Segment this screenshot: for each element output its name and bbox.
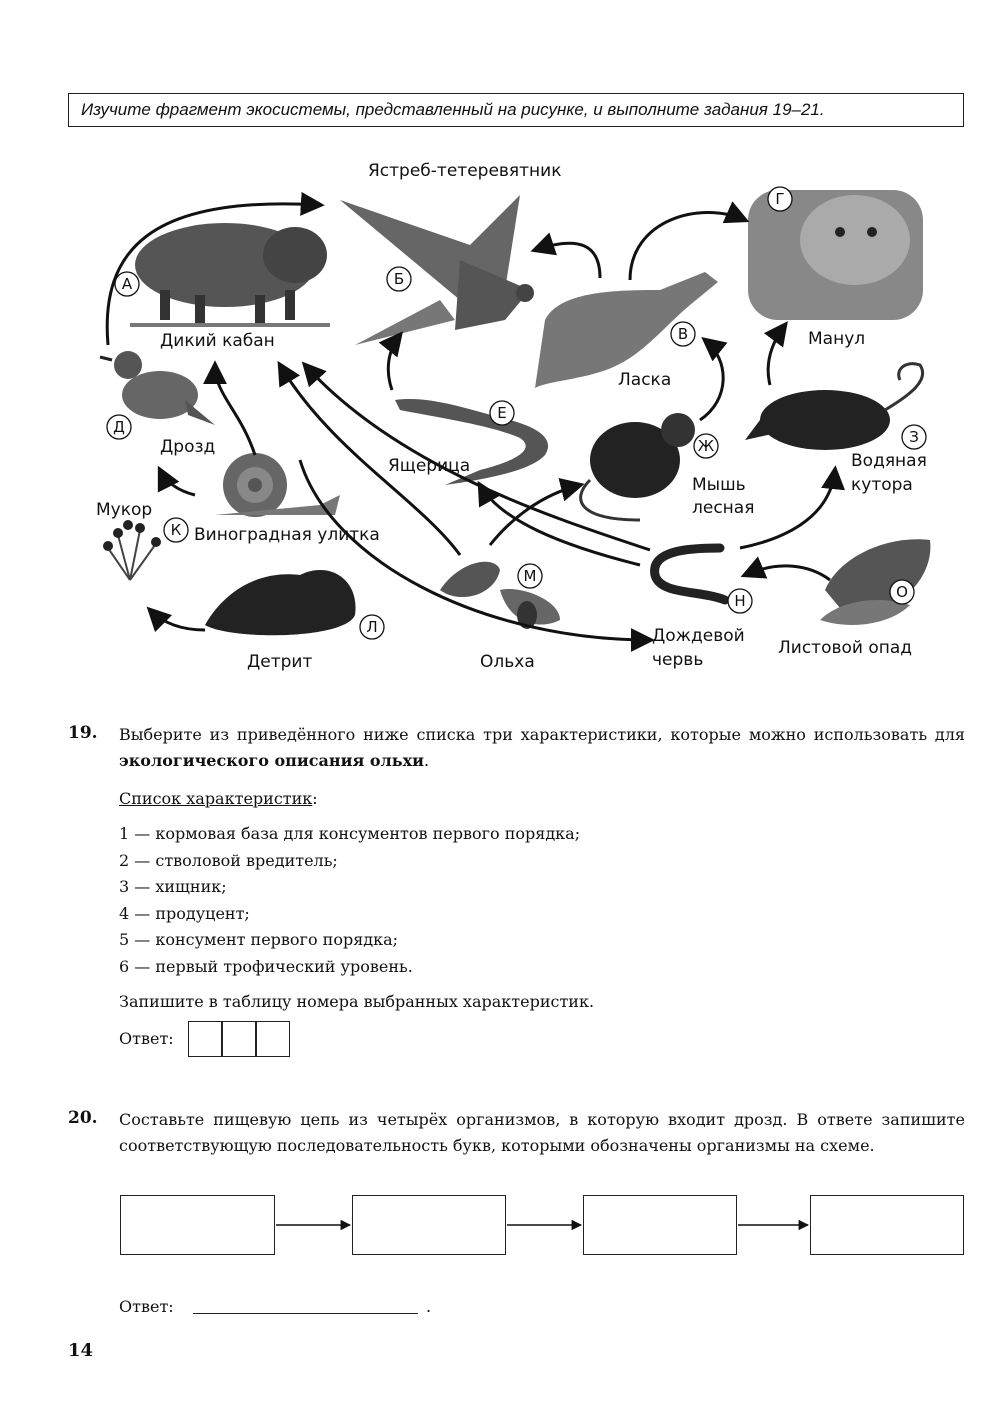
list-item: 3 — хищник; — [119, 877, 227, 896]
q19-answer-cell-1[interactable] — [188, 1021, 222, 1057]
boar-picture — [130, 223, 330, 325]
earthworm-picture — [655, 548, 725, 600]
chain-arrows — [0, 1215, 1000, 1235]
list-item: 6 — первый трофический уровень. — [119, 956, 413, 976]
arrow-litter-worm — [745, 566, 830, 580]
list-item: 4 — продуцент; — [119, 903, 250, 923]
label-weasel: Ласка — [618, 370, 672, 390]
ecosystem-diagram — [0, 150, 1000, 680]
q19-list-title-colon: : — [312, 789, 318, 808]
q19-answer-label: Ответ: — [119, 1029, 174, 1048]
label-shrew-line2: кутора — [851, 475, 913, 495]
letter-ZH: Ж — [697, 437, 715, 455]
hawk-picture — [340, 195, 534, 345]
letter-Z: З — [909, 428, 919, 446]
q19-list — [119, 821, 580, 980]
label-hawk: Ястреб-тетеревятник — [368, 161, 562, 181]
arrow-snail-boar — [215, 365, 255, 455]
letter-N: Н — [734, 592, 746, 610]
letter-B: Б — [393, 270, 405, 288]
label-mouse-line2: лесная — [692, 498, 755, 518]
arrow-detritus-mucor — [150, 610, 205, 630]
arrow-weasel-manul — [630, 213, 745, 281]
list-item: 5 — консумент первого порядка; — [119, 930, 399, 949]
page-number: 14 — [68, 1340, 94, 1361]
q19-text-after: . — [424, 751, 430, 770]
arrow-alder-mouse — [490, 485, 580, 545]
arrow-weasel-hawk — [535, 243, 600, 278]
arrow-lizard-hawk — [388, 335, 400, 390]
label-worm-line1: Дождевой — [652, 626, 745, 646]
arrow-mouse-weasel — [700, 340, 723, 420]
label-boar: Дикий кабан — [160, 331, 275, 351]
q19-number: 19. — [68, 723, 98, 743]
q20-answer-line[interactable] — [193, 1313, 418, 1314]
letter-O: О — [896, 583, 908, 601]
letter-E: Е — [497, 404, 507, 422]
q19-text-before: Выберите из приведённого ниже списка три характеристики, которые можно использовать для — [119, 725, 965, 744]
letter-M: М — [523, 567, 537, 585]
letter-A: А — [121, 275, 133, 293]
q19-text-bold: экологического описания ольхи — [119, 751, 425, 770]
leaf-litter-picture — [820, 539, 930, 625]
label-worm-line2: червь — [652, 650, 704, 670]
q20-answer-end: . — [426, 1297, 432, 1316]
instruction-box — [68, 93, 964, 127]
instruction-text: Изучите фрагмент экосистемы, представленный на рисунке, и выполните задания 19–21. — [81, 100, 825, 119]
q19-answer-cell-2[interactable] — [222, 1021, 256, 1057]
mucor-picture — [103, 520, 161, 580]
q19-list-title-text: Список характеристик — [119, 789, 313, 808]
q20-answer-label: Ответ: — [119, 1297, 174, 1316]
label-mouse-line1: Мышь — [692, 475, 746, 495]
thrush-picture — [100, 351, 215, 425]
letter-V: В — [677, 325, 689, 343]
label-shrew-line1: Водяная — [851, 451, 927, 471]
q19-list-title — [119, 786, 318, 813]
mouse-picture — [581, 413, 695, 520]
snail-picture — [215, 453, 340, 517]
label-manul: Манул — [808, 329, 866, 349]
label-litter: Листовой опад — [778, 638, 913, 658]
label-alder: Ольха — [480, 652, 535, 672]
q19-answer-table — [188, 1021, 292, 1057]
q19-text — [119, 722, 965, 774]
list-item: 2 — стволовой вредитель; — [119, 850, 338, 870]
label-mucor: Мукор — [96, 500, 153, 520]
q20-number: 20. — [68, 1108, 98, 1128]
letter-G: Г — [775, 190, 785, 208]
letter-K: К — [170, 521, 182, 539]
letter-L: Л — [366, 618, 378, 636]
label-thrush: Дрозд — [160, 437, 216, 457]
letter-D: Д — [113, 418, 125, 436]
detritus-picture — [205, 570, 356, 635]
q20-text: Составьте пищевую цепь из четырёх организмов, в которую входит дрозд. В ответе запишите соответствующую последовательность букв, которыми обозначены организмы на схеме. — [119, 1110, 965, 1155]
arrow-snail-thrush — [160, 470, 195, 495]
q19-instruction: Запишите в таблицу номера выбранных характеристик. — [119, 992, 595, 1011]
list-item: 1 — кормовая база для консументов первого порядка; — [119, 824, 581, 843]
shrew-picture — [745, 364, 923, 450]
label-snail: Виноградная улитка — [194, 525, 380, 545]
label-lizard: Ящерица — [388, 456, 471, 476]
arrow-shrew-manul — [768, 325, 785, 385]
q19-answer-cell-3[interactable] — [256, 1021, 290, 1057]
label-detritus: Детрит — [247, 652, 313, 672]
